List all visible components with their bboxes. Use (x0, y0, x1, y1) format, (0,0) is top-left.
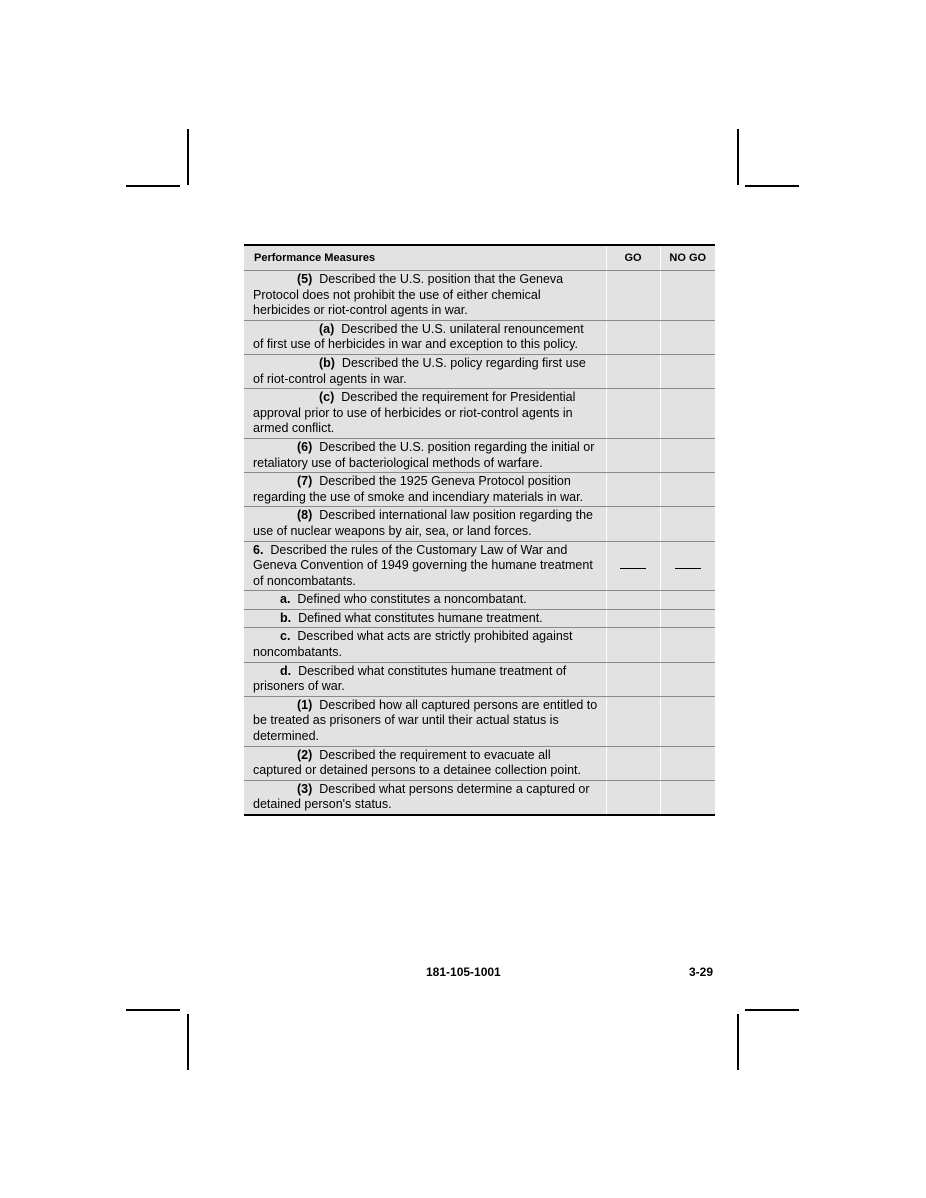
go-cell (606, 320, 660, 354)
measure-text: Described what persons determine a captured or detained person's status. (253, 781, 590, 812)
measure-label: b. (280, 610, 292, 625)
no-go-cell (660, 746, 715, 780)
no-go-cell (660, 591, 715, 610)
measure-cell (244, 320, 606, 354)
measure-text: Described how all captured persons are entitled to be treated as prisoners of war until their actual status is determined. (253, 697, 598, 744)
go-cell (606, 271, 660, 321)
measure-cell (244, 354, 606, 388)
measure-label: (5) (297, 272, 313, 286)
page-number: 3-29 (689, 965, 714, 979)
measure-text: Described the requirement to evacuate all captured or detained persons to a detainee collection point. (253, 747, 582, 778)
performance-measures-table (244, 244, 715, 816)
measure-cell (244, 609, 606, 628)
measure-cell (244, 389, 606, 439)
measure-text: Described the 1925 Geneva Protocol position regarding the use of smoke and incendiary materials in war. (253, 474, 584, 504)
go-cell (606, 780, 660, 815)
measure-text: Described the requirement for Presidential approval prior to use of herbicides or riot-control agents in armed conflict. (253, 390, 576, 436)
table-row (244, 662, 715, 696)
table-row (244, 271, 715, 321)
measure-text: Described the U.S. position regarding the initial or retaliatory use of bacteriological methods of warfare. (253, 439, 595, 470)
measure-label: (3) (297, 781, 313, 796)
measure-cell (244, 591, 606, 610)
go-cell (606, 628, 660, 662)
measure-label: (c) (319, 390, 335, 405)
document-number: 181-105-1001 (426, 965, 501, 979)
no-go-cell (660, 628, 715, 662)
go-cell (606, 389, 660, 439)
measure-cell (244, 662, 606, 696)
go-cell (606, 473, 660, 507)
measure-cell (244, 780, 606, 815)
measure-label: (7) (297, 474, 313, 489)
measure-label: d. (280, 663, 292, 678)
measure-text: Described what constitutes humane treatment of prisoners of war. (253, 663, 567, 694)
crop-mark-bottom-left-vertical (187, 1014, 189, 1070)
measure-text: Defined who constitutes a noncombatant. (297, 592, 527, 607)
measure-text: Described the U.S. policy regarding first use of riot-control agents in war. (253, 355, 586, 386)
no-go-cell (660, 609, 715, 628)
crop-mark-top-right-vertical (737, 129, 739, 185)
measure-label: c. (280, 629, 291, 644)
go-cell (606, 696, 660, 746)
measure-label: (8) (297, 508, 313, 523)
measure-cell (244, 507, 606, 541)
header-performance-measures: Performance Measures (244, 245, 606, 271)
no-go-cell (660, 271, 715, 321)
crop-mark-top-left-vertical (187, 129, 189, 185)
table-row (244, 780, 715, 815)
go-cell (606, 354, 660, 388)
measure-label: (1) (297, 697, 313, 712)
table-row (244, 609, 715, 628)
table-row (244, 320, 715, 354)
measure-label: (2) (297, 747, 313, 762)
table-row (244, 541, 715, 591)
header-no-go: NO GO (660, 245, 715, 271)
no-go-cell (660, 438, 715, 472)
go-cell (606, 507, 660, 541)
measure-label: (a) (319, 321, 335, 336)
measure-text: Described the U.S. position that the Geneva Protocol does not prohibit the use of either chemical herbicides or riot-control agents in war. (253, 272, 564, 318)
crop-mark-top-left-horizontal (126, 185, 180, 187)
table-row (244, 389, 715, 439)
measure-cell (244, 696, 606, 746)
measure-label: a. (280, 592, 291, 607)
measure-text: Described the rules of the Customary Law of War and Geneva Convention of 1949 governing the humane treatment of noncombatants. (253, 542, 593, 588)
measure-cell (244, 541, 606, 591)
crop-mark-bottom-right-horizontal (745, 1009, 799, 1011)
crop-mark-bottom-right-vertical (737, 1014, 739, 1070)
table-row (244, 746, 715, 780)
go-cell (606, 609, 660, 628)
measure-cell (244, 628, 606, 662)
table-header-row (244, 245, 715, 271)
measure-label: (b) (319, 355, 335, 370)
no-go-cell (660, 473, 715, 507)
no-go-cell (660, 320, 715, 354)
measure-cell (244, 746, 606, 780)
measure-text: Described the U.S. unilateral renouncement of first use of herbicides in war and exception to this policy. (253, 321, 584, 352)
no-go-cell (660, 507, 715, 541)
no-go-blank-line (675, 568, 701, 569)
measure-text: Described what acts are strictly prohibited against noncombatants. (253, 629, 573, 660)
table-body (244, 271, 715, 816)
measure-cell (244, 271, 606, 321)
table-row (244, 354, 715, 388)
table-row (244, 591, 715, 610)
go-cell (606, 541, 660, 591)
no-go-cell (660, 354, 715, 388)
measure-text: Described international law position regarding the use of nuclear weapons by air, sea, or land forces. (253, 508, 594, 538)
go-cell (606, 591, 660, 610)
header-go: GO (606, 245, 660, 271)
no-go-cell (660, 541, 715, 591)
no-go-cell (660, 780, 715, 815)
table-row (244, 473, 715, 507)
go-cell (606, 662, 660, 696)
table-row (244, 507, 715, 541)
crop-mark-bottom-left-horizontal (126, 1009, 180, 1011)
table-row (244, 696, 715, 746)
no-go-cell (660, 389, 715, 439)
table-row (244, 438, 715, 472)
crop-mark-top-right-horizontal (745, 185, 799, 187)
go-cell (606, 438, 660, 472)
measure-cell (244, 438, 606, 472)
no-go-cell (660, 662, 715, 696)
table-row (244, 628, 715, 662)
go-blank-line (620, 568, 646, 569)
no-go-cell (660, 696, 715, 746)
measure-text: Defined what constitutes humane treatment. (298, 610, 543, 625)
measure-label: 6. (253, 542, 264, 557)
measure-label: (6) (297, 439, 313, 454)
measure-cell (244, 473, 606, 507)
go-cell (606, 746, 660, 780)
